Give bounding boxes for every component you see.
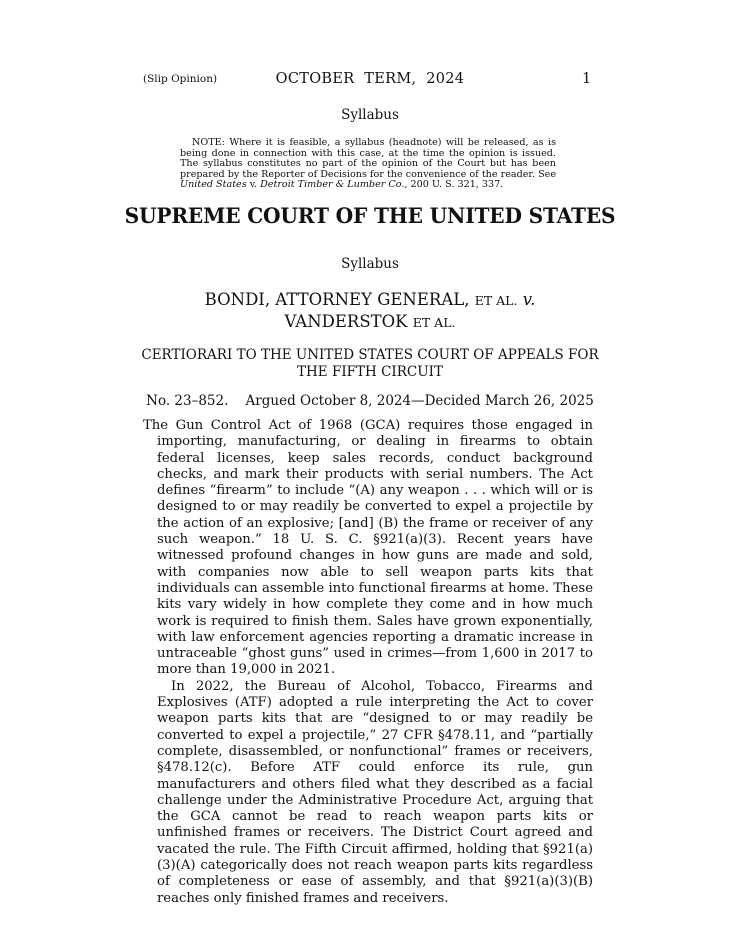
note-cite-rest: , 200 U. S. 321, 337. (404, 179, 504, 191)
syllabus-body (143, 418, 593, 907)
headnote-note (180, 138, 556, 191)
case-et-al-2: ET AL. (412, 315, 456, 330)
note-cite-v: v. (246, 179, 261, 191)
court-name: SUPREME COURT OF THE UNITED STATES (124, 203, 616, 228)
case-versus: v. (522, 290, 536, 309)
body-paragraph-2: In 2022, the Bureau of Alcohol, Tobacco, Firearms and Explosives (ATF) adopted a rule interpreting the Act to cover weapon parts kits that are “designed to or may readily be converted to expel a projectile,” 27 CFR §478.11, and “partially complete, disassembled, or nonfunctional” frames or receivers, §478.12(c). Before ATF could enforce its rule, gun manufacturers and others filed what they described as a facial challenge under the Administrative Procedure Act, arguing that the GCA cannot be read to reach weapon parts kits or unfinished frames or receivers. The District Court agreed and vacated the rule. The Fifth Circuit affirmed, holding that §921(a)(3)(A) categorically does not reach weapon parts kits regardless of completeness or ease of assembly, and that §921(a)(3)(B) reaches only finished frames and receivers. (157, 678, 593, 906)
case-caption (0, 289, 740, 333)
case-petitioner: BONDI, ATTORNEY GENERAL, (204, 290, 475, 309)
term-heading: OCTOBER TERM, 2024 (275, 71, 465, 87)
syllabus-label: Syllabus (341, 256, 399, 272)
page-number: 1 (582, 71, 592, 87)
note-cite-a: United States (180, 179, 247, 191)
note-cite-b: Detroit Timber & Lumber Co. (260, 179, 405, 191)
syllabus-label-top: Syllabus (341, 107, 399, 123)
docket-dates: No. 23–852. Argued October 8, 2024—Decided March 26, 2025 (146, 393, 594, 409)
slip-opinion-label: (Slip Opinion) (143, 73, 218, 85)
note-text: NOTE: Where it is feasible, a syllabus (headnote) will be released, as is being done in connection with this case, at the time the opinion is issued. The syllabus constitutes no part of the opinion of the Court but has been prepared by the Reporter of Decisions for the convenience of the reader. See (180, 137, 556, 180)
body-paragraph-1: The Gun Control Act of 1968 (GCA) requires those engaged in importing, manufacturing, or dealing in firearms to obtain federal licenses, keep sales records, conduct background checks, and mark their products with serial numbers. The Act defines “firearm” to include “(A) any weapon . . . which will or is designed to or may readily be converted to expel a projectile by the action of an explosive; [and] (B) the frame or receiver of any such weapon.” 18 U. S. C. §921(a)(3). Recent years have witnessed profound changes in how guns are made and sold, with companies now able to sell weapon parts kits that individuals can assemble into functional firearms at home. These kits vary widely in how complete they come and in how much work is required to finish them. Sales have grown exponentially, with law enforcement agencies reporting a dramatic increase in untraceable “ghost guns” used in crimes—from 1,600 in 2017 to more than 19,000 in 2021. (143, 418, 593, 678)
case-respondent: VANDERSTOK (284, 312, 413, 331)
case-et-al-1: ET AL. (474, 293, 518, 308)
certiorari-line: CERTIORARI TO THE UNITED STATES COURT OF APPEALS FOR THE FIFTH CIRCUIT (141, 347, 599, 380)
